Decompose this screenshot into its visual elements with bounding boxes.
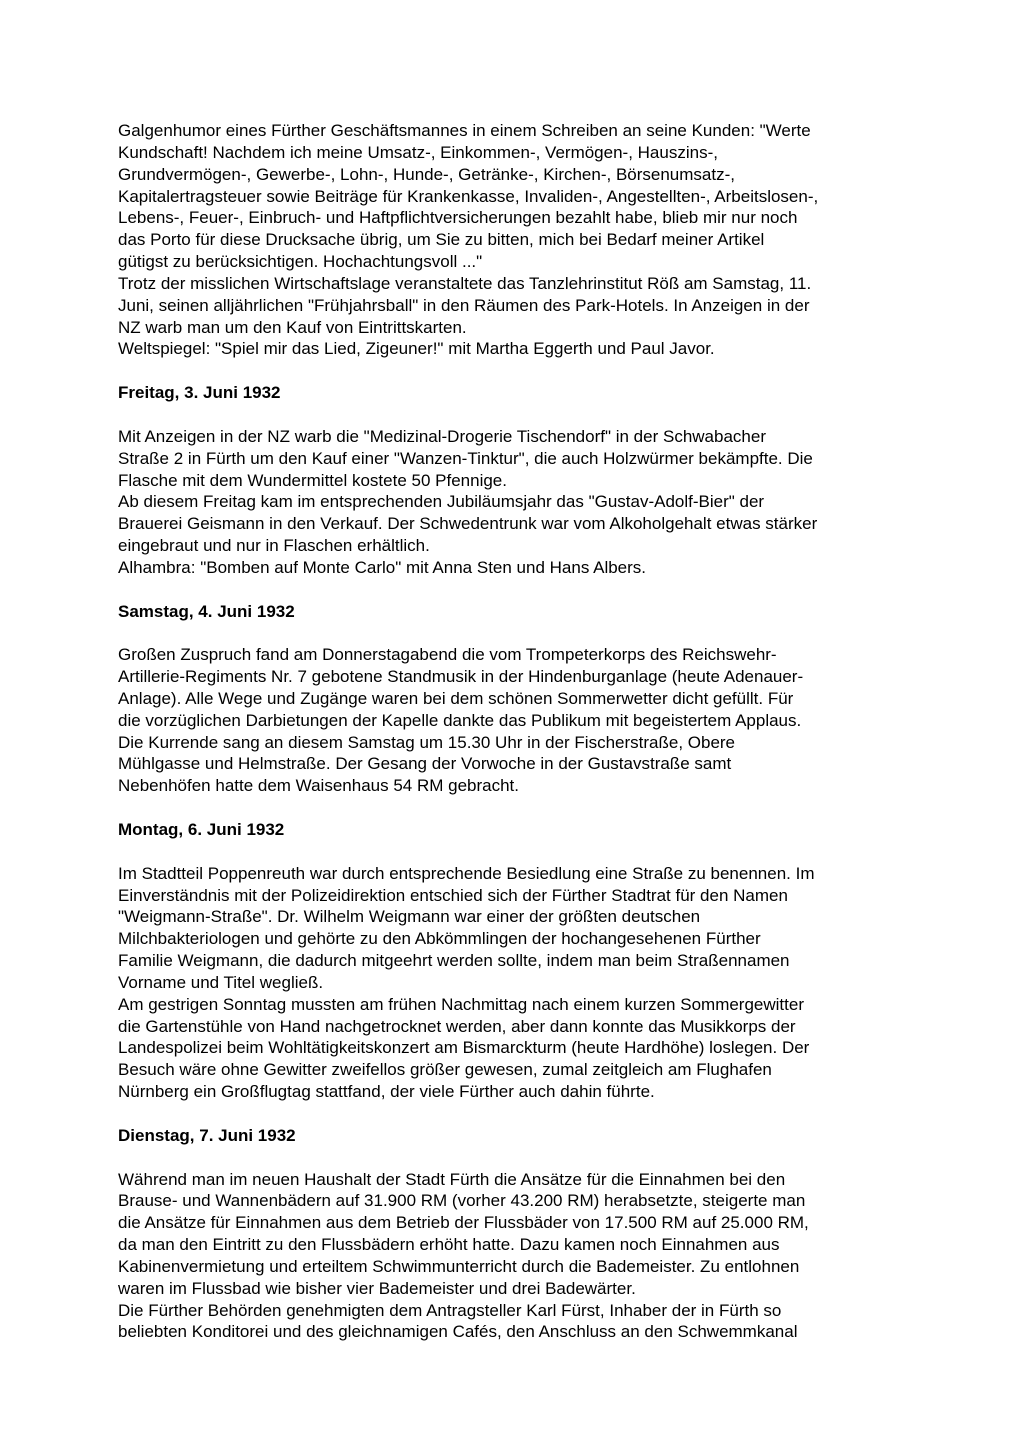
text-line: Nürnberg ein Großflugtag stattfand, der viele Fürther auch dahin führte. [118,1082,655,1102]
text-line: "Weigmann-Straße". Dr. Wilhelm Weigmann war einer der größten deutschen [118,907,701,927]
text-line: Lebens-, Feuer-, Einbruch- und Haftpflichtversicherungen bezahlt habe, blieb mir nur noch [118,208,798,228]
text-line: Galgenhumor eines Fürther Geschäftsmannes in einem Schreiben an seine Kunden: "Werte [118,121,811,140]
text-line: Weltspiegel: "Spiel mir das Lied, Zigeuner!" mit Martha Eggerth und Paul Javor. [118,339,715,359]
text-line: die Gartenstühle von Hand nachgetrocknet werden, aber dann konnte das Musikkorps der [118,1016,796,1036]
text-line: NZ warb man um den Kauf von Eintrittskarten. [118,317,467,337]
paragraph [118,994,910,1103]
text-line: Während man im neuen Haushalt der Stadt Fürth die Ansätze für die Einnahmen bei den [118,1169,786,1189]
date-heading: Montag, 6. Juni 1932 [118,820,285,839]
text-line: waren im Flussbad wie bisher vier Bademeister und drei Badewärter. [118,1278,636,1298]
paragraph [118,644,910,731]
document-content [118,120,910,1343]
text-line: eingebraut und nur in Flaschen erhältlich. [118,536,430,556]
paragraph [118,491,910,557]
text-line: Brause- und Wannenbädern auf 31.900 RM (vorher 43.200 RM) herabsetzte, steigerte man [118,1191,806,1211]
text-line: Alhambra: "Bomben auf Monte Carlo" mit Anna Sten und Hans Albers. [118,557,647,577]
date-heading: Samstag, 4. Juni 1932 [118,601,295,621]
text-line: Die Fürther Behörden genehmigten dem Antragsteller Karl Fürst, Inhaber der in Fürth so [118,1300,782,1320]
text-line: Kabinenvermietung und erteiltem Schwimmunterricht durch die Bademeister. Zu entlohnen [118,1256,800,1276]
text-line: Die Kurrende sang an diesem Samstag um 15.30 Uhr in der Fischerstraße, Obere [118,732,736,752]
text-line: Straße 2 in Fürth um den Kauf einer "Wanzen-Tinktur", die auch Holzwürmer bekämpfte. Die [118,448,813,468]
text-line: das Porto für diese Drucksache übrig, um Sie zu bitten, mich bei Bedarf meiner Artikel [118,230,765,250]
text-line: Trotz der misslichen Wirtschaftslage veranstaltete das Tanzlehrinstitut Röß am Samstag, 11. [118,273,812,293]
text-line: Im Stadtteil Poppenreuth war durch entsprechende Besiedlung eine Straße zu benennen. Im [118,863,815,883]
text-line: Anlage). Alle Wege und Zugänge waren bei dem schönen Sommerwetter dicht gefüllt. Für [118,688,794,708]
paragraph [118,732,910,798]
text-line: Landespolizei beim Wohltätigkeitskonzert am Bismarckturm (heute Hardhöhe) loslegen. Der [118,1038,810,1058]
text-line: da man den Eintritt zu den Flussbädern erhöht hatte. Dazu kamen noch Einnahmen aus [118,1235,780,1255]
text-line: Milchbakteriologen und gehörte zu den Abkömmlingen der hochangesehenen Fürther [118,929,761,949]
text-line: gütigst zu berücksichtigen. Hochachtungsvoll ..." [118,252,483,272]
text-line: Ab diesem Freitag kam im entsprechenden Jubiläumsjahr das "Gustav-Adolf-Bier" der [118,492,765,512]
text-line: die vorzüglichen Darbietungen der Kapelle dankte das Publikum mit begeistertem Applaus. [118,710,802,730]
text-line: Kapitalertragsteuer sowie Beiträge für Krankenkasse, Invaliden-, Angestellten-, Arbeitslosen-, [118,186,819,206]
text-line: Grundvermögen-, Gewerbe-, Lohn-, Hunde-, Getränke-, Kirchen-, Börsenumsatz-, [118,164,735,184]
text-line: Flasche mit dem Wundermittel kostete 50 Pfennige. [118,470,507,490]
text-line: Vorname und Titel wegließ. [118,972,324,992]
paragraph [118,863,910,994]
text-line: Besuch wäre ohne Gewitter zweifellos größer gewesen, zumal zeitgleich am Flughafen [118,1060,772,1080]
text-line: beliebten Konditorei und des gleichnamigen Cafés, den Anschluss an den Schwemmkanal [118,1322,798,1342]
text-line: Nebenhöfen hatte dem Waisenhaus 54 RM gebracht. [118,776,520,796]
date-heading: Dienstag, 7. Juni 1932 [118,1125,296,1145]
text-line: Mühlgasse und Helmstraße. Der Gesang der Vorwoche in der Gustavstraße samt [118,754,732,774]
text-line: Juni, seinen alljährlichen "Frühjahrsball" in den Räumen des Park-Hotels. In Anzeigen in der [118,295,810,315]
date-heading: Freitag, 3. Juni 1932 [118,383,281,403]
text-line: Kundschaft! Nachdem ich meine Umsatz-, Einkommen-, Vermögen-, Hauszins-, [118,142,718,162]
text-line: die Ansätze für Einnahmen aus dem Betrieb der Flussbäder von 17.500 RM auf 25.000 RM, [118,1213,809,1233]
paragraph [118,1169,910,1300]
text-line: Mit Anzeigen in der NZ warb die "Medizinal-Drogerie Tischendorf" in der Schwabacher [118,426,766,446]
paragraph [118,426,910,492]
text-line: Artillerie-Regiments Nr. 7 gebotene Standmusik in der Hindenburganlage (heute Adenauer- [118,667,804,687]
text-line: Großen Zuspruch fand am Donnerstagabend die vom Trompeterkorps des Reichswehr- [118,645,777,665]
paragraph [118,557,910,579]
paragraph [118,1300,910,1344]
paragraph [118,273,910,339]
text-line: Am gestrigen Sonntag mussten am frühen Nachmittag nach einem kurzen Sommergewitter [118,994,804,1014]
paragraph [118,338,910,360]
paragraph [118,120,910,273]
text-line: Einverständnis mit der Polizeidirektion entschied sich der Fürther Stadtrat für den Namen [118,885,788,905]
text-line: Familie Weigmann, die dadurch mitgeehrt werden sollte, indem man beim Straßennamen [118,951,790,971]
text-line: Brauerei Geismann in den Verkauf. Der Schwedentrunk war vom Alkoholgehalt etwas stärker [118,514,818,534]
